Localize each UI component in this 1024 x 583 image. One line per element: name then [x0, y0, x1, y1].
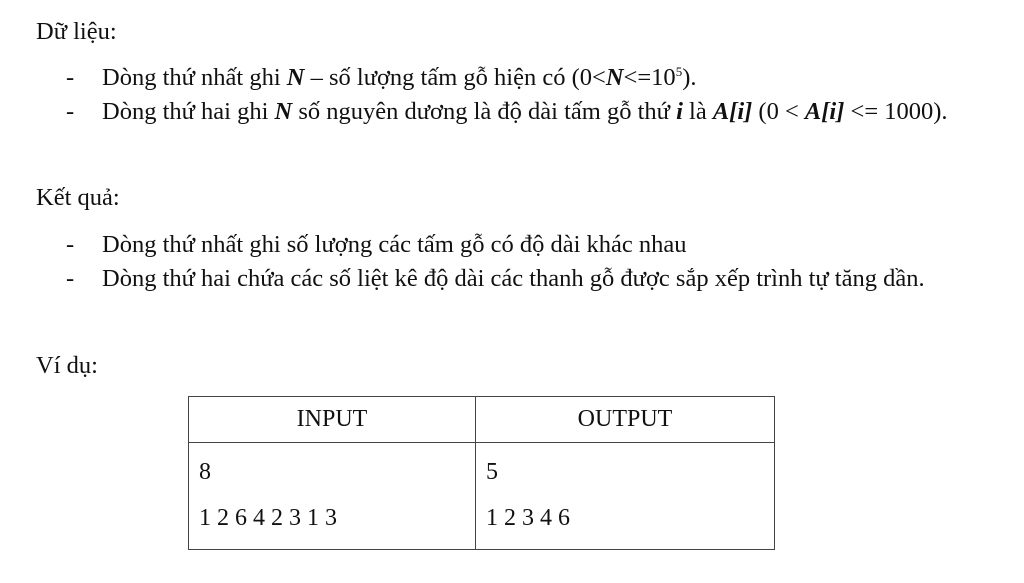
output-value-line: 5: [486, 459, 498, 485]
example-table: [188, 396, 775, 550]
bullet-dash: -: [66, 265, 75, 292]
bullet-dash: -: [66, 64, 75, 91]
output-value-line: 1 2 3 4 6: [486, 505, 570, 531]
bullet-dash: -: [66, 98, 75, 125]
table-header-row: [189, 397, 775, 443]
input-line-1: Dòng thứ nhất ghi N – số lượng tấm gỗ hiện có $(0<N<=10^5)$.: [102, 63, 697, 91]
example-section-heading: Ví dụ:: [36, 352, 98, 379]
output-line-2: Dòng thứ hai chứa các số liệt kê độ dài các thanh gỗ được sắp xếp trình tự tăng dần.: [102, 265, 925, 292]
input-value-line: 1 2 6 4 2 3 1 3: [199, 505, 337, 531]
list-item: [66, 228, 956, 262]
output-section-heading: Kết quả:: [36, 184, 120, 211]
input-bullet-list: [66, 61, 956, 129]
list-item: [66, 61, 956, 95]
output-column-header: OUTPUT: [476, 397, 775, 443]
output-bullet-list: [66, 228, 956, 296]
list-item: [66, 262, 956, 296]
bullet-dash: -: [66, 231, 75, 258]
output-cell: [476, 443, 775, 550]
input-cell: [189, 443, 476, 550]
input-column-header: INPUT: [189, 397, 476, 443]
list-item: [66, 95, 956, 129]
input-line-2: Dòng thứ hai ghi N số nguyên dương là độ dài tấm gỗ thứ i là A[i] (0 < A[i] <= 1000).: [102, 98, 948, 125]
output-line-1: Dòng thứ nhất ghi số lượng các tấm gỗ có độ dài khác nhau: [102, 231, 687, 258]
input-value-line: 8: [199, 459, 211, 485]
input-section-heading: Dữ liệu:: [36, 18, 117, 45]
table-row: [189, 443, 775, 550]
